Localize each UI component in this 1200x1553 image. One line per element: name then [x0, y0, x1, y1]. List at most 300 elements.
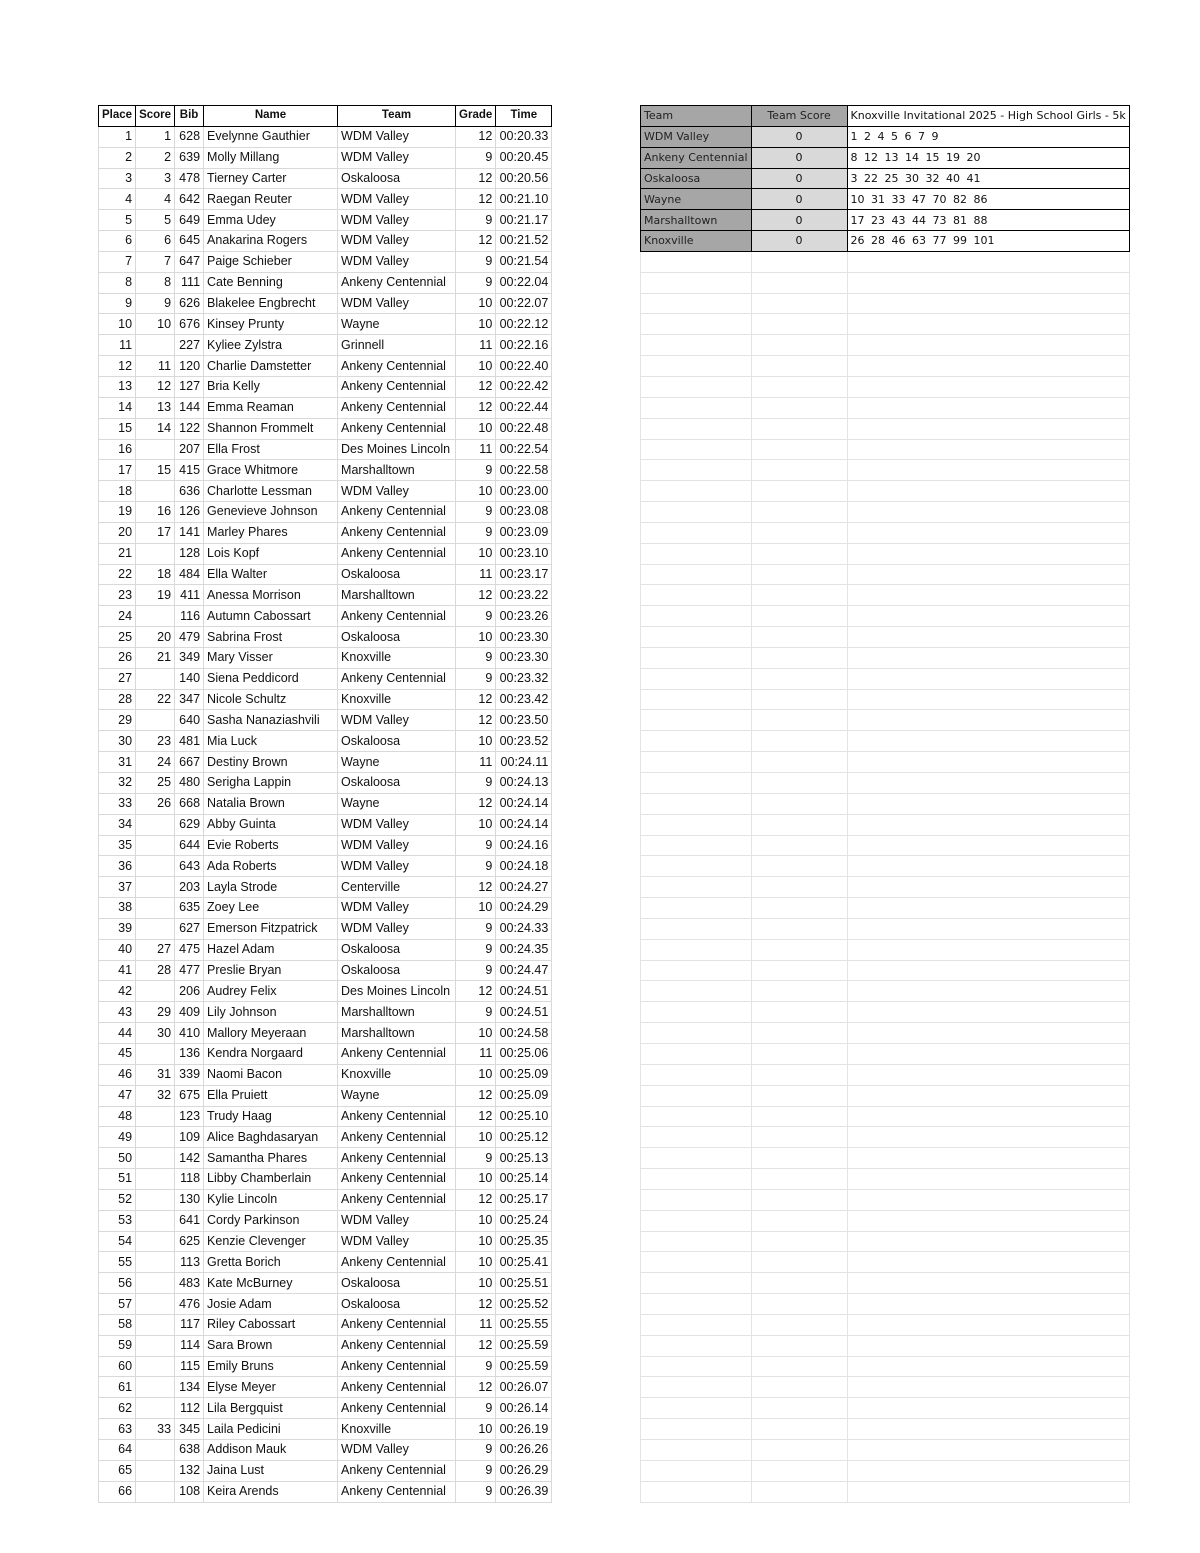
- empty-grid-row: [641, 1002, 1130, 1023]
- table-row: [99, 731, 552, 752]
- team-header: Team: [641, 106, 752, 127]
- empty-cell: [847, 335, 1129, 356]
- empty-cell: [847, 814, 1129, 835]
- cell-grade: 10: [456, 814, 496, 835]
- table-row: [99, 1481, 552, 1502]
- cell-team: Marshalltown: [338, 1002, 456, 1023]
- cell-team: WDM Valley: [338, 1231, 456, 1252]
- col-header-place: Place: [99, 106, 136, 127]
- cell-grade: 9: [456, 835, 496, 856]
- cell-grade: 10: [456, 1169, 496, 1190]
- empty-cell: [751, 502, 847, 523]
- cell-name: Libby Chamberlain: [204, 1169, 338, 1190]
- cell-place: 5: [99, 210, 136, 231]
- cell-score: [136, 856, 175, 877]
- table-row: [99, 585, 552, 606]
- cell-time: 00:24.14: [496, 814, 552, 835]
- cell-bib: 626: [175, 293, 204, 314]
- cell-bib: 645: [175, 231, 204, 252]
- cell-place: 62: [99, 1398, 136, 1419]
- cell-score: [136, 1356, 175, 1377]
- empty-cell: [641, 606, 752, 627]
- empty-grid-row: [641, 773, 1130, 794]
- empty-cell: [641, 1356, 752, 1377]
- cell-bib: 675: [175, 1085, 204, 1106]
- cell-time: 00:22.16: [496, 335, 552, 356]
- team-name: Wayne: [641, 189, 752, 210]
- empty-cell: [847, 898, 1129, 919]
- cell-time: 00:24.14: [496, 793, 552, 814]
- empty-cell: [641, 1085, 752, 1106]
- cell-team: Wayne: [338, 793, 456, 814]
- empty-cell: [641, 1231, 752, 1252]
- cell-bib: 640: [175, 710, 204, 731]
- cell-place: 41: [99, 960, 136, 981]
- empty-cell: [641, 1481, 752, 1502]
- cell-time: 00:25.09: [496, 1085, 552, 1106]
- cell-team: WDM Valley: [338, 147, 456, 168]
- cell-score: 10: [136, 314, 175, 335]
- empty-cell: [641, 1273, 752, 1294]
- cell-score: [136, 981, 175, 1002]
- cell-score: [136, 1231, 175, 1252]
- cell-name: Samantha Phares: [204, 1148, 338, 1169]
- cell-place: 32: [99, 773, 136, 794]
- table-row: [99, 898, 552, 919]
- cell-time: 00:22.42: [496, 376, 552, 397]
- cell-team: Ankeny Centennial: [338, 418, 456, 439]
- cell-bib: 140: [175, 668, 204, 689]
- empty-grid-row: [641, 1377, 1130, 1398]
- empty-grid-row: [641, 356, 1130, 377]
- empty-grid-row: [641, 251, 1130, 272]
- cell-time: 00:24.33: [496, 918, 552, 939]
- empty-cell: [751, 1169, 847, 1190]
- cell-time: 00:24.47: [496, 960, 552, 981]
- cell-place: 54: [99, 1231, 136, 1252]
- cell-bib: 128: [175, 543, 204, 564]
- cell-place: 39: [99, 918, 136, 939]
- empty-grid-row: [641, 293, 1130, 314]
- cell-time: 00:23.50: [496, 710, 552, 731]
- cell-bib: 476: [175, 1294, 204, 1315]
- cell-grade: 10: [456, 1419, 496, 1440]
- cell-name: Keira Arends: [204, 1481, 338, 1502]
- cell-place: 23: [99, 585, 136, 606]
- empty-cell: [641, 439, 752, 460]
- cell-place: 9: [99, 293, 136, 314]
- cell-place: 28: [99, 689, 136, 710]
- empty-cell: [847, 1335, 1129, 1356]
- cell-place: 45: [99, 1043, 136, 1064]
- cell-grade: 12: [456, 231, 496, 252]
- empty-grid-row: [641, 1273, 1130, 1294]
- cell-score: [136, 1210, 175, 1231]
- empty-cell: [641, 1252, 752, 1273]
- cell-time: 00:22.07: [496, 293, 552, 314]
- cell-bib: 628: [175, 126, 204, 147]
- cell-score: 9: [136, 293, 175, 314]
- cell-team: WDM Valley: [338, 231, 456, 252]
- cell-place: 40: [99, 939, 136, 960]
- cell-time: 00:23.30: [496, 627, 552, 648]
- cell-bib: 127: [175, 376, 204, 397]
- cell-name: Hazel Adam: [204, 939, 338, 960]
- empty-cell: [847, 606, 1129, 627]
- cell-score: [136, 1335, 175, 1356]
- cell-name: Ella Pruiett: [204, 1085, 338, 1106]
- cell-score: [136, 898, 175, 919]
- cell-score: 27: [136, 939, 175, 960]
- cell-name: Evelynne Gauthier: [204, 126, 338, 147]
- cell-bib: 481: [175, 731, 204, 752]
- cell-grade: 10: [456, 627, 496, 648]
- cell-bib: 643: [175, 856, 204, 877]
- cell-team: Oskaloosa: [338, 168, 456, 189]
- cell-name: Emma Reaman: [204, 397, 338, 418]
- empty-cell: [751, 1064, 847, 1085]
- cell-place: 8: [99, 272, 136, 293]
- empty-cell: [641, 981, 752, 1002]
- cell-name: Molly Millang: [204, 147, 338, 168]
- cell-name: Zoey Lee: [204, 898, 338, 919]
- cell-name: Grace Whitmore: [204, 460, 338, 481]
- empty-cell: [847, 918, 1129, 939]
- cell-team: Ankeny Centennial: [338, 1460, 456, 1481]
- cell-name: Josie Adam: [204, 1294, 338, 1315]
- cell-time: 00:25.09: [496, 1064, 552, 1085]
- empty-cell: [751, 856, 847, 877]
- cell-bib: 410: [175, 1023, 204, 1044]
- cell-time: 00:23.32: [496, 668, 552, 689]
- cell-time: 00:26.07: [496, 1377, 552, 1398]
- cell-bib: 142: [175, 1148, 204, 1169]
- cell-grade: 12: [456, 585, 496, 606]
- cell-grade: 9: [456, 606, 496, 627]
- cell-bib: 636: [175, 481, 204, 502]
- cell-score: [136, 710, 175, 731]
- empty-grid-row: [641, 1043, 1130, 1064]
- table-row: [99, 918, 552, 939]
- cell-bib: 339: [175, 1064, 204, 1085]
- team-places: 3 22 25 30 32 40 41: [847, 168, 1129, 189]
- cell-name: Gretta Borich: [204, 1252, 338, 1273]
- empty-grid-row: [641, 668, 1130, 689]
- empty-cell: [641, 1043, 752, 1064]
- cell-time: 00:25.06: [496, 1043, 552, 1064]
- empty-cell: [751, 1294, 847, 1315]
- empty-cell: [751, 960, 847, 981]
- empty-cell: [641, 939, 752, 960]
- cell-bib: 647: [175, 251, 204, 272]
- empty-cell: [751, 668, 847, 689]
- empty-cell: [847, 1210, 1129, 1231]
- cell-team: Ankeny Centennial: [338, 543, 456, 564]
- empty-cell: [641, 898, 752, 919]
- empty-cell: [751, 1273, 847, 1294]
- team-places: 10 31 33 47 70 82 86: [847, 189, 1129, 210]
- table-row: [99, 126, 552, 147]
- cell-time: 00:24.35: [496, 939, 552, 960]
- empty-cell: [847, 502, 1129, 523]
- cell-team: Ankeny Centennial: [338, 272, 456, 293]
- cell-name: Alice Baghdasaryan: [204, 1127, 338, 1148]
- cell-name: Ella Walter: [204, 564, 338, 585]
- cell-time: 00:21.52: [496, 231, 552, 252]
- cell-team: Marshalltown: [338, 1023, 456, 1044]
- empty-cell: [847, 835, 1129, 856]
- cell-bib: 134: [175, 1377, 204, 1398]
- cell-team: Ankeny Centennial: [338, 397, 456, 418]
- cell-time: 00:22.12: [496, 314, 552, 335]
- cell-score: [136, 439, 175, 460]
- empty-cell: [641, 793, 752, 814]
- cell-name: Sabrina Frost: [204, 627, 338, 648]
- cell-place: 55: [99, 1252, 136, 1273]
- cell-name: Mia Luck: [204, 731, 338, 752]
- cell-grade: 12: [456, 1189, 496, 1210]
- empty-cell: [847, 1127, 1129, 1148]
- cell-score: 6: [136, 231, 175, 252]
- results-table: [98, 105, 552, 1503]
- cell-team: Wayne: [338, 1085, 456, 1106]
- cell-bib: 109: [175, 1127, 204, 1148]
- col-header-name: Name: [204, 106, 338, 127]
- cell-bib: 111: [175, 272, 204, 293]
- empty-cell: [847, 627, 1129, 648]
- cell-time: 00:23.26: [496, 606, 552, 627]
- table-row: [99, 314, 552, 335]
- cell-time: 00:22.44: [496, 397, 552, 418]
- empty-cell: [751, 1398, 847, 1419]
- table-row: [99, 439, 552, 460]
- cell-grade: 9: [456, 939, 496, 960]
- cell-time: 00:23.10: [496, 543, 552, 564]
- cell-time: 00:25.35: [496, 1231, 552, 1252]
- table-row: [99, 522, 552, 543]
- cell-score: 7: [136, 251, 175, 272]
- empty-grid-row: [641, 376, 1130, 397]
- cell-team: Oskaloosa: [338, 1273, 456, 1294]
- empty-cell: [641, 397, 752, 418]
- empty-cell: [847, 1231, 1129, 1252]
- empty-grid-row: [641, 564, 1130, 585]
- cell-time: 00:26.14: [496, 1398, 552, 1419]
- empty-cell: [847, 1043, 1129, 1064]
- cell-time: 00:20.33: [496, 126, 552, 147]
- empty-cell: [751, 814, 847, 835]
- cell-bib: 122: [175, 418, 204, 439]
- table-row: [99, 1085, 552, 1106]
- cell-name: Emily Bruns: [204, 1356, 338, 1377]
- cell-team: Ankeny Centennial: [338, 1252, 456, 1273]
- cell-team: WDM Valley: [338, 918, 456, 939]
- empty-cell: [847, 272, 1129, 293]
- table-row: [99, 1460, 552, 1481]
- cell-name: Emerson Fitzpatrick: [204, 918, 338, 939]
- table-row: [99, 1273, 552, 1294]
- cell-place: 36: [99, 856, 136, 877]
- cell-bib: 627: [175, 918, 204, 939]
- cell-score: [136, 606, 175, 627]
- empty-grid-row: [641, 1127, 1130, 1148]
- empty-cell: [847, 1440, 1129, 1461]
- empty-cell: [641, 1106, 752, 1127]
- table-row: [99, 397, 552, 418]
- table-row: [99, 1043, 552, 1064]
- cell-time: 00:25.52: [496, 1294, 552, 1315]
- table-row: [99, 1148, 552, 1169]
- cell-bib: 347: [175, 689, 204, 710]
- empty-grid-row: [641, 898, 1130, 919]
- empty-grid-row: [641, 1231, 1130, 1252]
- cell-grade: 12: [456, 1294, 496, 1315]
- cell-bib: 207: [175, 439, 204, 460]
- cell-team: Ankeny Centennial: [338, 1335, 456, 1356]
- cell-time: 00:21.17: [496, 210, 552, 231]
- cell-team: Des Moines Lincoln: [338, 981, 456, 1002]
- cell-team: Knoxville: [338, 689, 456, 710]
- empty-cell: [847, 1169, 1129, 1190]
- empty-grid-row: [641, 606, 1130, 627]
- cell-name: Laila Pedicini: [204, 1419, 338, 1440]
- team-places: 8 12 13 14 15 19 20: [847, 147, 1129, 168]
- cell-bib: 629: [175, 814, 204, 835]
- table-row: [99, 856, 552, 877]
- empty-cell: [751, 1043, 847, 1064]
- cell-grade: 12: [456, 126, 496, 147]
- cell-place: 25: [99, 627, 136, 648]
- cell-bib: 132: [175, 1460, 204, 1481]
- table-row: [99, 1314, 552, 1335]
- cell-name: Cordy Parkinson: [204, 1210, 338, 1231]
- empty-cell: [751, 314, 847, 335]
- empty-grid-row: [641, 1356, 1130, 1377]
- cell-score: [136, 1440, 175, 1461]
- empty-grid-row: [641, 481, 1130, 502]
- empty-cell: [847, 1064, 1129, 1085]
- cell-name: Jaina Lust: [204, 1460, 338, 1481]
- empty-cell: [847, 647, 1129, 668]
- cell-score: 8: [136, 272, 175, 293]
- table-row: [99, 1294, 552, 1315]
- cell-bib: 667: [175, 752, 204, 773]
- cell-grade: 12: [456, 981, 496, 1002]
- cell-grade: 11: [456, 335, 496, 356]
- empty-grid-row: [641, 731, 1130, 752]
- empty-cell: [641, 1169, 752, 1190]
- cell-bib: 206: [175, 981, 204, 1002]
- cell-place: 53: [99, 1210, 136, 1231]
- empty-grid-row: [641, 710, 1130, 731]
- cell-score: [136, 877, 175, 898]
- cell-grade: 9: [456, 522, 496, 543]
- cell-time: 00:24.27: [496, 877, 552, 898]
- cell-bib: 479: [175, 627, 204, 648]
- empty-grid-row: [641, 1398, 1130, 1419]
- empty-cell: [847, 793, 1129, 814]
- cell-place: 49: [99, 1127, 136, 1148]
- empty-cell: [847, 522, 1129, 543]
- empty-cell: [641, 627, 752, 648]
- cell-grade: 10: [456, 1127, 496, 1148]
- empty-cell: [751, 689, 847, 710]
- cell-grade: 9: [456, 647, 496, 668]
- table-row: [99, 251, 552, 272]
- empty-cell: [751, 1148, 847, 1169]
- cell-team: WDM Valley: [338, 1210, 456, 1231]
- table-row: [99, 168, 552, 189]
- empty-cell: [641, 1189, 752, 1210]
- empty-cell: [641, 356, 752, 377]
- cell-team: WDM Valley: [338, 1440, 456, 1461]
- cell-grade: 9: [456, 773, 496, 794]
- cell-place: 48: [99, 1106, 136, 1127]
- cell-bib: 668: [175, 793, 204, 814]
- empty-cell: [641, 418, 752, 439]
- cell-place: 17: [99, 460, 136, 481]
- cell-bib: 676: [175, 314, 204, 335]
- cell-name: Layla Strode: [204, 877, 338, 898]
- cell-score: 25: [136, 773, 175, 794]
- empty-cell: [641, 1440, 752, 1461]
- empty-cell: [751, 1189, 847, 1210]
- cell-name: Audrey Felix: [204, 981, 338, 1002]
- cell-team: Oskaloosa: [338, 960, 456, 981]
- cell-grade: 9: [456, 1356, 496, 1377]
- cell-team: Ankeny Centennial: [338, 1377, 456, 1398]
- empty-grid-row: [641, 1023, 1130, 1044]
- cell-name: Mary Visser: [204, 647, 338, 668]
- table-row: [99, 481, 552, 502]
- cell-bib: 480: [175, 773, 204, 794]
- cell-time: 00:20.56: [496, 168, 552, 189]
- cell-name: Kendra Norgaard: [204, 1043, 338, 1064]
- team-name: WDM Valley: [641, 126, 752, 147]
- cell-time: 00:24.13: [496, 773, 552, 794]
- empty-cell: [641, 668, 752, 689]
- empty-cell: [641, 1314, 752, 1335]
- cell-team: Oskaloosa: [338, 939, 456, 960]
- empty-cell: [847, 981, 1129, 1002]
- cell-score: 13: [136, 397, 175, 418]
- cell-time: 00:25.17: [496, 1189, 552, 1210]
- table-row: [99, 564, 552, 585]
- cell-time: 00:20.45: [496, 147, 552, 168]
- cell-name: Ella Frost: [204, 439, 338, 460]
- cell-grade: 12: [456, 689, 496, 710]
- cell-team: Oskaloosa: [338, 731, 456, 752]
- empty-cell: [847, 939, 1129, 960]
- table-row: [99, 1210, 552, 1231]
- table-row: [99, 1231, 552, 1252]
- empty-cell: [751, 585, 847, 606]
- cell-team: Marshalltown: [338, 585, 456, 606]
- cell-name: Lila Bergquist: [204, 1398, 338, 1419]
- empty-cell: [641, 710, 752, 731]
- cell-grade: 9: [456, 1398, 496, 1419]
- empty-cell: [751, 522, 847, 543]
- empty-grid-row: [641, 1335, 1130, 1356]
- cell-place: 3: [99, 168, 136, 189]
- cell-grade: 10: [456, 1210, 496, 1231]
- cell-score: 17: [136, 522, 175, 543]
- table-row: [99, 814, 552, 835]
- empty-cell: [847, 668, 1129, 689]
- cell-grade: 9: [456, 856, 496, 877]
- cell-bib: 649: [175, 210, 204, 231]
- empty-cell: [847, 1356, 1129, 1377]
